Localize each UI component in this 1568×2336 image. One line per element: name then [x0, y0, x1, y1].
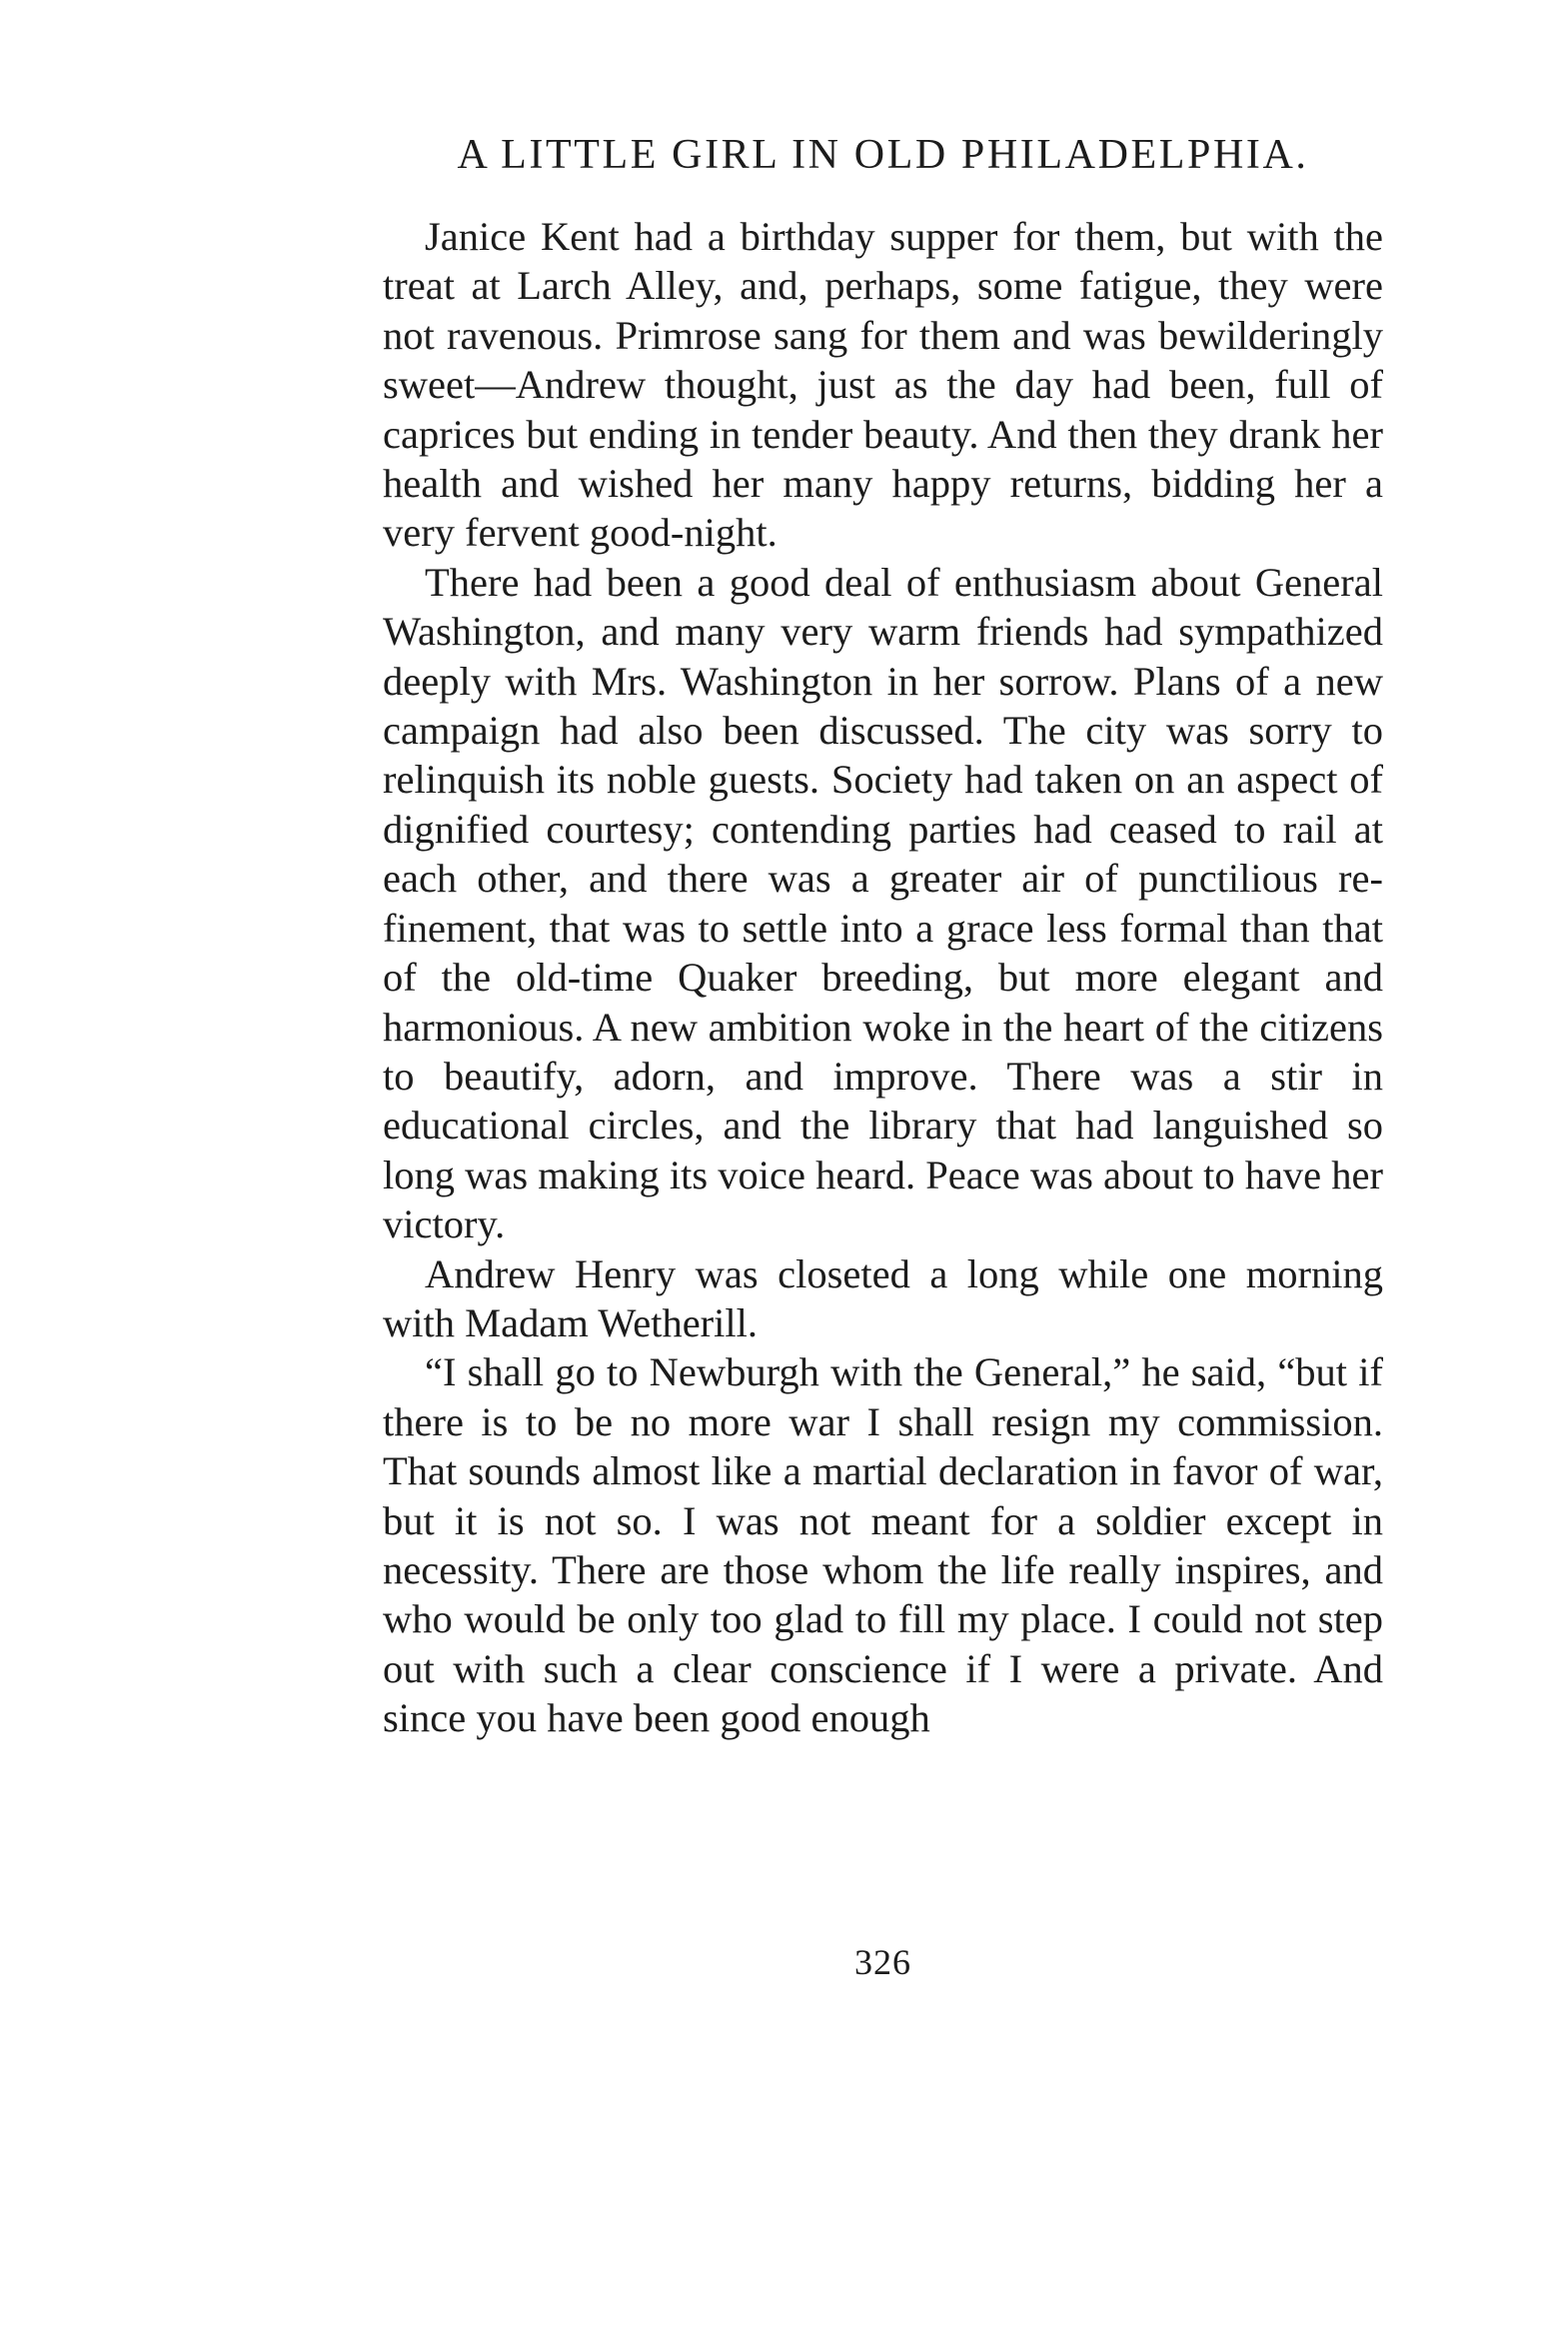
paragraph-newburgh-speech: “I shall go to Newburgh with the General,” he said, “but if there is to be no more war I shall resign my commission. That sounds almost like a martial declaration in favor of war, but it is not so. I was not meant for a soldier except in necessity. There are those whom the life really inspires, and who would be only too glad to fill my place. I could not step out with such a clear conscience if I were a private. And since you have been good enough: [383, 1349, 1383, 1741]
running-head: A LITTLE GIRL IN OLD PHILADELPHIA.: [457, 132, 1309, 178]
body-text: [383, 212, 1383, 1743]
page-number: 326: [854, 1942, 911, 1982]
paragraph-washington-enthusiasm: There had been a good deal of enthusiasm about General Washington, and many very warm friends had sympathized deeply with Mrs. Washington in her sorrow. Plans of a new campaign had also been discussed. The city was sorry to relinquish its noble guests. Society had taken on an aspect of dignified courtesy; contending parties had ceased to rail at each other, and there was a greater air of punctilious refinement, that was to settle into a grace less formal than that of the old-time Quaker breeding, but more elegant and harmonious. A new ambition woke in the heart of the citizens to beautify, adorn, and improve. There was a stir in educational circles, and the library that had languished so long was making its voice heard. Peace was about to have her victory.: [383, 559, 1383, 1247]
paragraph-birthday-supper: Janice Kent had a birthday supper for them, but with the treat at Larch Alley, and, perhaps, some fatigue, they were not ravenous. Primrose sang for them and was bewilderingly sweet—Andrew thought, just as the day had been, full of caprices but ending in tender beauty. And then they drank her health and wished her many happy returns, bidding her a very fervent good-night.: [383, 214, 1383, 556]
paragraph-andrew-henry: Andrew Henry was closeted a long while one morning with Madam Wetherill.: [383, 1250, 1383, 1345]
